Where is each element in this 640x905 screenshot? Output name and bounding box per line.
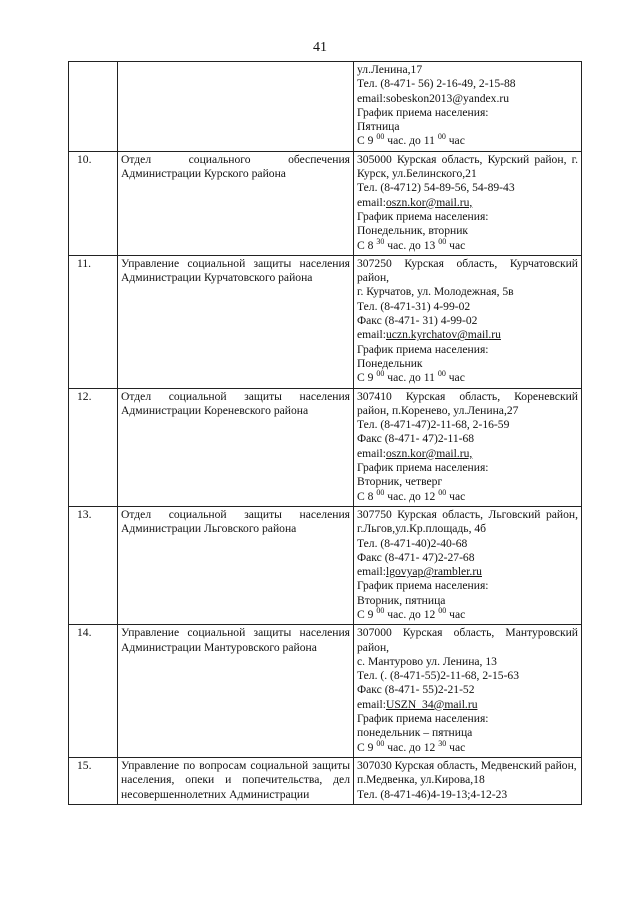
- organization-name: Управление социальной защиты населения Администрации Курчатовского района: [121, 256, 350, 285]
- email-line[interactable]: email:uczn.kyrchatov@mail.ru: [357, 328, 501, 342]
- address-line: 307750 Курская область, Льговский район, г.Льгов,ул.Кр.площадь, 4б: [357, 507, 578, 536]
- phone-line: Тел. (8-471-46)4-19-13;4-12-23: [357, 787, 508, 801]
- fax-line: Факс (8-471- 31) 4-99-02: [357, 314, 478, 328]
- schedule-days: Пятница: [357, 120, 400, 134]
- email-line[interactable]: email:lgovyap@rambler.ru: [357, 565, 482, 579]
- schedule-days: Вторник, четверг: [357, 475, 443, 489]
- phone-line: Тел. (. (8-471-55)2-11-68, 2-15-63: [357, 669, 520, 683]
- organization-name: Отдел социального обеспечения Администрации Курского района: [121, 152, 350, 181]
- row-number: 12.: [69, 388, 118, 506]
- organization-cell: [118, 388, 354, 506]
- table-row: [69, 62, 582, 152]
- address-line: 307000 Курская область, Мантуровский район,: [357, 626, 578, 654]
- table-row: [69, 625, 582, 758]
- fax-line: Факс (8-471- 47)2-27-68: [357, 550, 475, 564]
- email-link: uczn.kyrchatov@mail.ru: [385, 328, 501, 342]
- organization-cell: [118, 255, 354, 388]
- row-number: [69, 62, 118, 152]
- row-number: 10.: [69, 151, 118, 255]
- schedule-hours: С 8 $^{00}$ час. до 12 $^{00}$ час: [357, 487, 466, 503]
- contact-cell: [354, 255, 582, 388]
- organization-cell: [118, 62, 354, 152]
- schedule-hours: С 9 $^{00}$ час. до 12 $^{00}$ час: [357, 605, 466, 621]
- phone-line: Тел. (8-4712) 54-89-56, 54-89-43: [357, 181, 515, 195]
- address-line: г. Курчатов, ул. Молодежная, 5в: [357, 285, 514, 299]
- row-number: 15.: [69, 757, 118, 804]
- address-line: 307030 Курская область, Медвенский район,: [357, 758, 577, 772]
- organization-name: Отдел социальной защиты населения Администрации Кореневского района: [121, 389, 350, 417]
- organization-cell: [118, 757, 354, 804]
- address-line: 305000 Курская область, Курский район, г. Курск, ул.Белинского,21: [357, 152, 578, 181]
- organization-name: Управление по вопросам социальной защиты населения, опеки и попечительства, дел несовершеннолетних Администрации: [121, 758, 350, 801]
- email-line[interactable]: email:sobeskon2013@yandex.ru: [357, 91, 510, 105]
- table-row: [69, 757, 582, 804]
- table-row: [69, 506, 582, 624]
- schedule-days: Вторник, пятница: [357, 593, 446, 607]
- address-line: 307250 Курская область, Курчатовский район,: [357, 256, 578, 285]
- organization-cell: [118, 151, 354, 255]
- email-link: lgovyap@rambler.ru: [385, 565, 482, 579]
- schedule-days: понедельник – пятница: [357, 726, 473, 740]
- phone-line: Тел. (8-471-47)2-11-68, 2-16-59: [357, 418, 510, 432]
- organization-cell: [118, 625, 354, 758]
- organization-cell: [118, 506, 354, 624]
- email-line[interactable]: email:oszn.kor@mail.ru,: [357, 195, 473, 209]
- schedule-label: График приема населения:: [357, 105, 489, 119]
- page-number: 41: [313, 40, 327, 55]
- contact-cell: [354, 151, 582, 255]
- schedule-hours: С 9 $^{00}$ час. до 11 $^{00}$ час: [357, 132, 465, 148]
- row-number: 13.: [69, 506, 118, 624]
- contact-cell: [354, 506, 582, 624]
- schedule-hours: С 9 $^{00}$ час. до 12 $^{30}$ час: [357, 738, 466, 754]
- email-link: USZN_34@mail.ru: [385, 697, 478, 711]
- row-number: 11.: [69, 255, 118, 388]
- phone-line: Тел. (8-471- 56) 2-16-49, 2-15-88: [357, 77, 516, 91]
- contact-cell: [354, 625, 582, 758]
- address-line: 307410 Курская область, Кореневский район, п.Коренево, ул.Ленина,27: [357, 389, 578, 417]
- table-row: [69, 255, 582, 388]
- organization-name: Управление социальной защиты населения Администрации Мантуровского района: [121, 626, 350, 654]
- table-row: [69, 151, 582, 255]
- phone-line: Тел. (8-471-40)2-40-68: [357, 536, 468, 550]
- schedule-days: Понедельник: [357, 356, 423, 370]
- contact-cell: [354, 388, 582, 506]
- address-line: с. Мантурово ул. Ленина, 13: [357, 654, 497, 668]
- address-line: п.Медвенка, ул.Кирова,18: [357, 773, 485, 787]
- contact-cell: [354, 757, 582, 804]
- email-link: sobeskon2013@yandex.ru: [385, 91, 510, 105]
- table-row: [69, 388, 582, 506]
- schedule-hours: С 8 $^{30}$ час. до 13 $^{00}$ час: [357, 236, 466, 252]
- contact-cell: [354, 62, 582, 152]
- row-number: 14.: [69, 625, 118, 758]
- schedule-label: График приема населения:: [357, 209, 489, 223]
- schedule-label: График приема населения:: [357, 342, 489, 356]
- email-line[interactable]: email:oszn.kor@mail.ru,: [357, 446, 473, 460]
- schedule-days: Понедельник, вторник: [357, 224, 469, 238]
- fax-line: Факс (8-471- 55)2-21-52: [357, 683, 475, 697]
- schedule-label: График приема населения:: [357, 461, 489, 475]
- schedule-label: График приема населения:: [357, 712, 489, 726]
- email-line[interactable]: email:USZN_34@mail.ru: [357, 697, 478, 711]
- organization-name: Отдел социальной защиты населения Администрации Льговского района: [121, 507, 350, 536]
- schedule-hours: С 9 $^{00}$ час. до 11 $^{00}$ час: [357, 369, 465, 385]
- agency-table: [68, 61, 582, 805]
- schedule-label: График приема населения:: [357, 579, 489, 593]
- email-link: oszn.kor@mail.ru,: [385, 195, 473, 209]
- fax-line: Факс (8-471- 47)2-11-68: [357, 432, 475, 446]
- phone-line: Тел. (8-471-31) 4-99-02: [357, 299, 471, 313]
- email-link: oszn.kor@mail.ru,: [385, 446, 473, 460]
- address-line: ул.Ленина,17: [357, 63, 423, 76]
